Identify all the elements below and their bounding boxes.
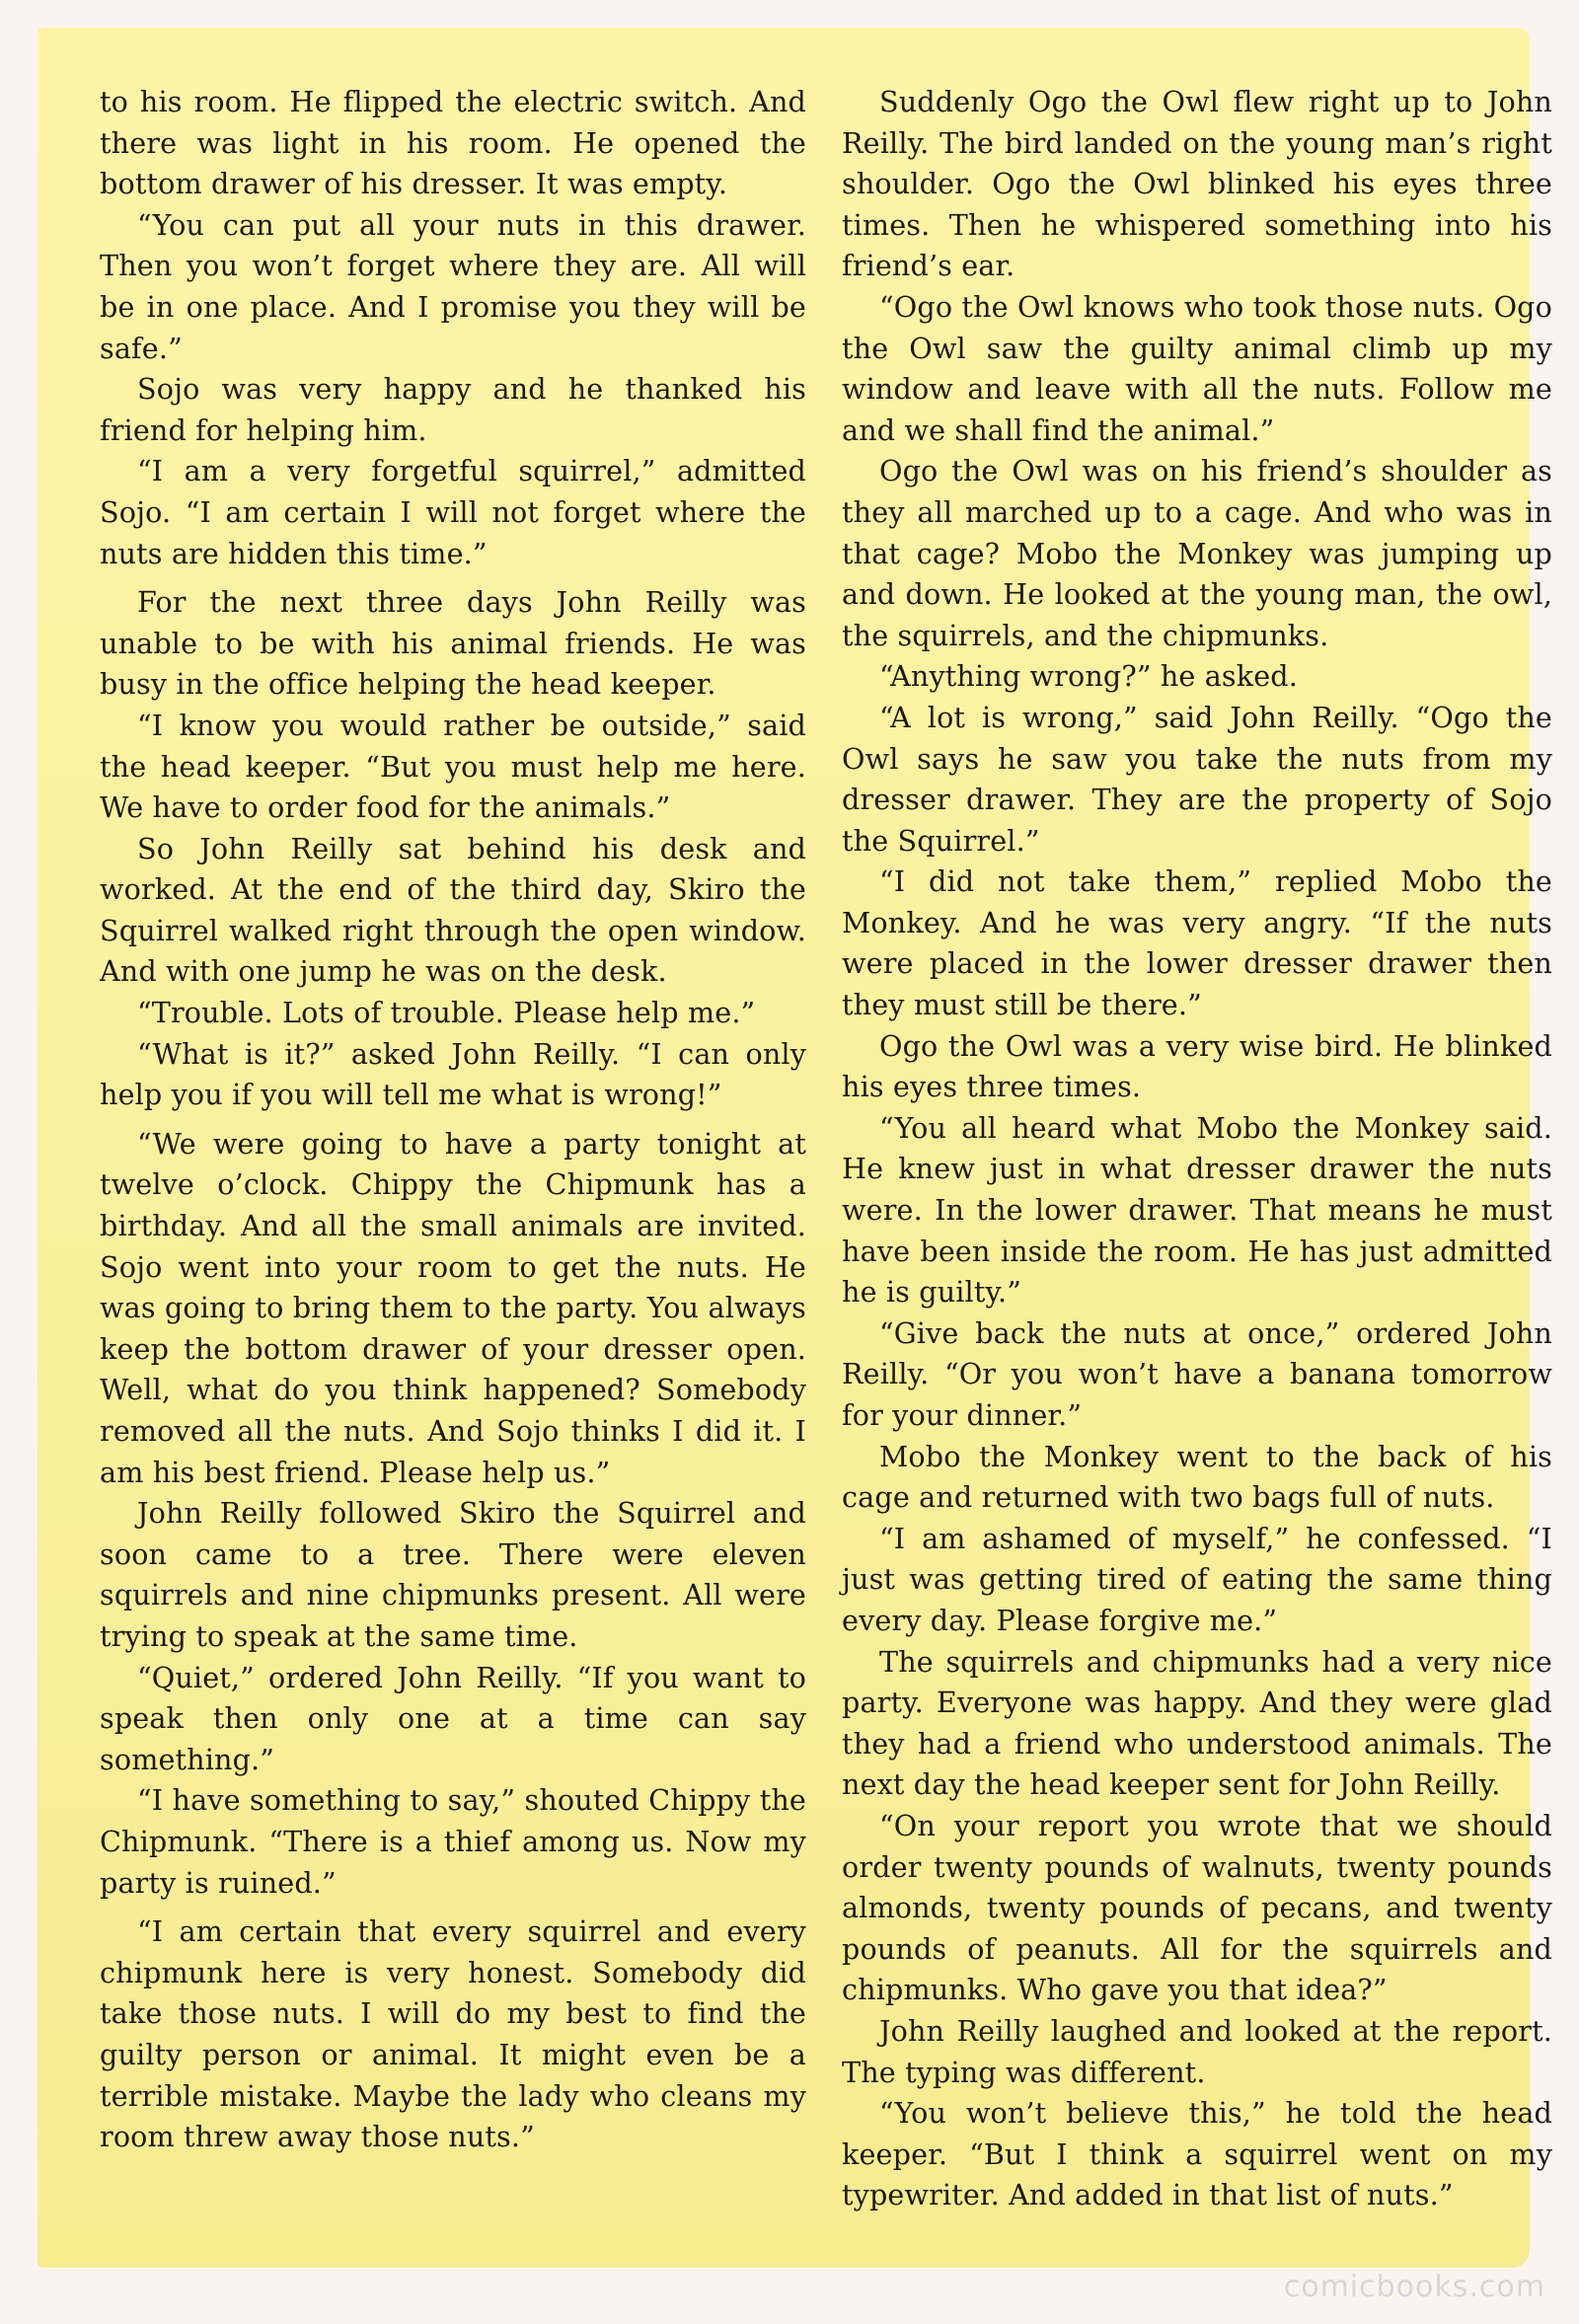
paragraph: So John Reilly sat behind his desk and worked. At the end of the third day, Skiro the Squirrel walked right through the open window. And with one jump he was on the desk. xyxy=(100,831,806,989)
paragraph: “Anything wrong?” he asked. xyxy=(879,659,1298,694)
right-text-column xyxy=(842,82,1552,2216)
paragraph: “Give back the nuts at once,” ordered John Reilly. “Or you won’t have a banana tomorrow for your dinner.” xyxy=(842,1315,1552,1432)
paragraph: “I know you would rather be outside,” said the head keeper. “But you must help me here. We have to order food for the animals.” xyxy=(100,708,806,825)
paragraph: “Ogo the Owl knows who took those nuts. Ogo the Owl saw the guilty animal climb up my window and leave with all the nuts. Follow me and we shall find the animal.” xyxy=(842,289,1552,447)
paragraph: “I am ashamed of myself,” he confessed. “I just was getting tired of eating the same thing every day. Please forgive me.” xyxy=(842,1521,1552,1637)
paragraph: Suddenly Ogo the Owl flew right up to John Reilly. The bird landed on the young man’s right shoulder. Ogo the Owl blinked his eyes three times. Then he whispered something into his friend’s ear. xyxy=(842,85,1552,283)
paragraph: “On your report you wrote that we should order twenty pounds of walnuts, twenty pounds almonds, twenty pounds of pecans, and twenty pounds of peanuts. All for the squirrels and chipmunks. Who gave you that idea?” xyxy=(842,1808,1552,2007)
paragraph: “You won’t believe this,” he told the head keeper. “But I think a squirrel went on my typewriter. And added in that list of nuts.” xyxy=(842,2096,1552,2212)
paragraph: “I am certain that every squirrel and every chipmunk here is very honest. Somebody did take those nuts. I will do my best to find the guilty person or animal. It might even be a terrible mistake. Maybe the lady who cleans my room threw away those nuts.” xyxy=(100,1914,806,2154)
paragraph: John Reilly followed Skiro the Squirrel and soon came to a tree. There were eleven squirrels and nine chipmunks present. All were trying to speak at the same time. xyxy=(100,1496,806,1653)
paragraph: John Reilly laughed and looked at the report. The typing was different. xyxy=(842,2013,1552,2089)
left-text-column xyxy=(100,82,806,2158)
paragraph: “Trouble. Lots of trouble. Please help me.” xyxy=(137,996,756,1030)
story-page xyxy=(38,28,1552,2268)
paragraph: The squirrels and chipmunks had a very nice party. Everyone was happy. And they were glad they had a friend who understood animals. The next day the head keeper sent for John Reilly. xyxy=(842,1644,1552,1802)
paragraph: “A lot is wrong,” said John Reilly. “Ogo the Owl says he saw you take the nuts from my dresser drawer. They are the property of Sojo the Squirrel.” xyxy=(842,700,1552,858)
watermark: comicbooks.com xyxy=(1283,2270,1545,2304)
paragraph: Ogo the Owl was on his friend’s shoulder as they all marched up to a cage. And who was in that cage? Mobo the Monkey was jumping up and down. He looked at the young man, the owl, the squirrels, and the chipmunks. xyxy=(842,454,1552,652)
paragraph: “What is it?” asked John Reilly. “I can only help you if you will tell me what is wrong!” xyxy=(100,1036,806,1112)
paragraph: Sojo was very happy and he thanked his friend for helping him. xyxy=(100,372,806,447)
paragraph: “I did not take them,” replied Mobo the Monkey. And he was very angry. “If the nuts were placed in the lower dresser drawer then they must still be there.” xyxy=(842,864,1552,1022)
paragraph: “You can put all your nuts in this drawer. Then you won’t forget where they are. All will be in one place. And I promise you they will be safe.” xyxy=(100,207,806,365)
paragraph: “I have something to say,” shouted Chippy the Chipmunk. “There is a thief among us. Now my party is ruined.” xyxy=(100,1783,806,1900)
paragraph: to his room. He flipped the electric switch. And there was light in his room. He opened the bottom drawer of his dresser. It was empty. xyxy=(100,85,806,201)
paragraph: “I am a very forgetful squirrel,” admitted Sojo. “I am certain I will not forget where the nuts are hidden this time.” xyxy=(100,454,806,570)
paragraph: “Quiet,” ordered John Reilly. “If you want to speak then only one at a time can say something.” xyxy=(100,1660,806,1776)
paragraph: “You all heard what Mobo the Monkey said. He knew just in what dresser drawer the nuts were. In the lower drawer. That means he must have been inside the room. He has just admitted he is guilty.” xyxy=(842,1110,1552,1310)
paragraph: “We were going to have a party tonight at twelve o’clock. Chippy the Chipmunk has a birthday. And all the small animals are invited. Sojo went into your room to get the nuts. He was going to bring them to the party. You always keep the bottom drawer of your dresser open. Well, what do you think happened? Somebody removed all the nuts. And Sojo thinks I did it. I am his best friend. Please help us.” xyxy=(100,1126,806,1489)
paragraph: Mobo the Monkey went to the back of his cage and returned with two bags full of nuts. xyxy=(842,1439,1552,1515)
paragraph: Ogo the Owl was a very wise bird. He blinked his eyes three times. xyxy=(842,1028,1552,1104)
paragraph: For the next three days John Reilly was unable to be with his animal friends. He was busy in the office helping the head keeper. xyxy=(100,585,806,702)
